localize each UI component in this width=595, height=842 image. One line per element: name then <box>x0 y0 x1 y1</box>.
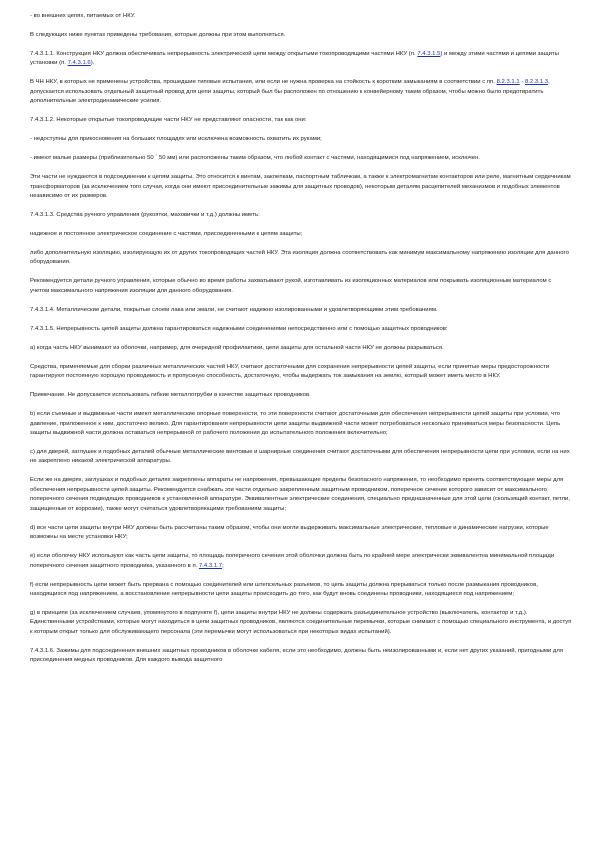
paragraph: с) для дверей, заглушек и подобных деталей обычные металлические винтовые и шарнирные соединения считают достаточными для обеспечения непрерывности цепи при условии, если на них не закреплено никакой электрической аппаратуры. <box>30 449 570 465</box>
clause-link[interactable]: 8.2.3.1.3 <box>524 79 549 86</box>
paragraph: надежное и постоянное электрическое соединение с частями, присоединенными к цепям защиты; <box>30 231 303 238</box>
paragraph: f) если непрерывность цепи может быть прервана с помощью соединителей или штепсельных разъемов, то цепь защиты должна прерываться только после размыкания проводников, находящихся под напряжением, а восстановление непрерывности цепи защиты происходить до того, как будут вновь соединены проводники, находящиеся под напряжением; <box>30 581 538 597</box>
paragraph-text: ; <box>222 562 224 569</box>
paragraph-text: В ЧН НКУ, в которых не применены устройства, прошедшие типовые испытания, или если не нужна проверка на стойкость к коротким замыканиям в соответствии с пп. <box>30 79 497 86</box>
paragraph-text: ). <box>90 60 95 67</box>
paragraph: 7.4.3.1.3. Средства ручного управления (рукоятки, маховички и т.д.) должны иметь: <box>30 212 260 219</box>
clause-link[interactable]: 7.4.3.1.5 <box>417 51 441 57</box>
paragraph <box>30 78 572 106</box>
paragraph: либо дополнительную изоляцию, изолирующую их от других токопроводящих частей НКУ. Эта изоляция должна соответствовать как минимум максимальному напряжению изоляции для данного оборудования. <box>30 250 569 266</box>
paragraph: 7.4.3.1.5. Непрерывность цепей защиты должна гарантироваться надежными соединениями непосредственно или с помощью защитных проводников: <box>30 325 448 332</box>
clause-link[interactable]: 7.4.3.1.6 <box>67 60 91 67</box>
paragraph: Рекомендуется детали ручного управления, которые обычно во время работы захватывают рукой, изготавливать из изоляционных материалов или покрывать изоляционным материалом с учетом максимального напряжения изоляции для данного оборудования. <box>30 278 552 294</box>
paragraph: Эти части не нуждаются в подсоединении к цепям защиты. Это относится к винтам, заклепкам, паспортным табличкам, а также к электромагнитам контакторов или реле, магнитным сердечникам трансформаторов (за исключением того случая, когда они имеют присоединительные зажимы для защитных проводов), некоторым деталям расцепителей механизмов и подобных элементов независимо от их размеров. <box>30 174 571 200</box>
paragraph: Если же на дверях, заглушках и подобных деталях закреплены аппараты не напряжения, превышающие пределы безопасного напряжения, то необходимо принять соответствующие меры для обеспечения непрерывности цепей защиты. Рекомендуется снабжать эти части отдельно закрепленным защитным проводником, поперечное сечение которого зависит от максимального поперечного сечения подводящих проводников к установленной аппаратуре. Эквивалентные электрические соединения, специально предназначенные для этой цели (скользящий контакт, петли, защищенные от коррозии), также могут считаться удовлетворяющими требованиям защиты; <box>30 477 570 512</box>
paragraph: g) в принципе (за исключением случаев, упомянутого в подпункте f), цепи защиты внутри НКУ не должны содержать разъединительное устройство (выключатель, контактор и т.д.). Единственными устройствами, которые могут находиться в цепи защитных проводников, являются соединительные перемычки, которые снимают с помощью специального инструмента, и доступ к которым открыт только для обслуживающего персонала (эти перемычки могут использоваться при некоторых видах испытаний). <box>30 609 572 635</box>
paragraph: а) когда часть НКУ вынимают из оболочки, например, для очередной профилактики, цепи защиты для остальной части НКУ не должны разрываться. <box>30 344 444 351</box>
note-paragraph: Примечание. Не допускается использовать гибкие металлотрубки в качестве защитных проводников. <box>30 392 311 399</box>
paragraph-text: , допускается использовать отдельный защитный провод для цепи защиты, который был бы расположен по отношению к конвейерному таким образом, чтобы можно было предотвратить дополнительные электродинамические усилия. <box>30 79 550 105</box>
paragraph: В следующих ниже пунктах приведены требования, которые должны при этом выполняться. <box>30 32 286 38</box>
paragraph-text: е) если оболочку НКУ используют как часть цепи защиты, то площадь поперечного сечения этой оболочки должна быть по крайней мере электрически эквивалентна минимальной площади поперечного сечения защитного проводника, указанного в п. <box>30 553 555 569</box>
paragraph: d) все части цепи защиты внутри НКУ должны быть рассчитаны таким образом, чтобы они могли выдерживать максимальные электрические, тепловые и динамические нагрузки, которые возможны на месте установки НКУ; <box>30 524 549 541</box>
paragraph: - недоступны для прикосновения на больших площадях или исключена возможность охватить их руками; <box>30 136 322 143</box>
paragraph <box>30 50 572 69</box>
paragraph: Средства, применяемые для сборки различных металлических частей НКУ, считают достаточными для сохранения непрерывности цепей защиты, если принятые меры предосторожности гарантируют постоянную хорошую проводимость и пропускную способность, достаточную, чтобы выдержать ток замыкания на землю, который может иметь место в НКУ. <box>30 363 550 380</box>
paragraph: 7.4.3.1.2. Некоторые открытые токопроводящие части НКУ не представляют опасности, так как они: <box>30 117 307 124</box>
paragraph <box>30 552 572 571</box>
clause-link[interactable]: 8.2.3.1.1 <box>496 79 520 86</box>
paragraph-text: 7.4.3.1.1. Конструкция НКУ должна обеспечивать непрерывность электрической цепи между открытыми токопроводящими частями НКУ (п. <box>30 51 418 57</box>
paragraph-text: - <box>519 79 525 86</box>
paragraph: 7.4.3.1.4. Металлические детали, покрытые слоем лака или эмали, не считают надежно изолированными и удовлетворяющими этим требованиям. <box>30 306 438 313</box>
paragraph: 7.4.3.1.6. Зажимы для подсоединения внешних защитных проводников в оболочке кабеля, если это необходимо, должны быть неизолированными и, если нет других указаний, пригодными для присоединения медных проводников. Для каждого вывода защитного <box>30 647 564 664</box>
paragraph-text: ) и между этими частями и цепями защиты установки (п. <box>30 51 559 67</box>
paragraph: - во внешних цепях, питаемых от НКУ. <box>30 13 136 19</box>
paragraph: - имеют малые размеры (приблизительно 50 ´ 50 мм) или расположены таким образом, что любой контакт с частями, находящимися под напряжением, исключен. <box>30 155 480 162</box>
clause-link[interactable]: 7.4.3.1.7 <box>198 562 223 569</box>
paragraph: b) если съемные и выдвижные части имеют металлические опорные поверхности, то эти поверхности считают достаточными для обеспечения непрерывности цепей защиты при условии, что давление, приложенное к ним, достаточно велико. Для гарантирования непрерывности цепи защиты выдвижной части может потребоваться несколько приниматься меры безопасности. Цепь защиты выдвижной части должна оставаться непрерывной от рабочего положения до испытательного положения включительно; <box>30 411 561 437</box>
